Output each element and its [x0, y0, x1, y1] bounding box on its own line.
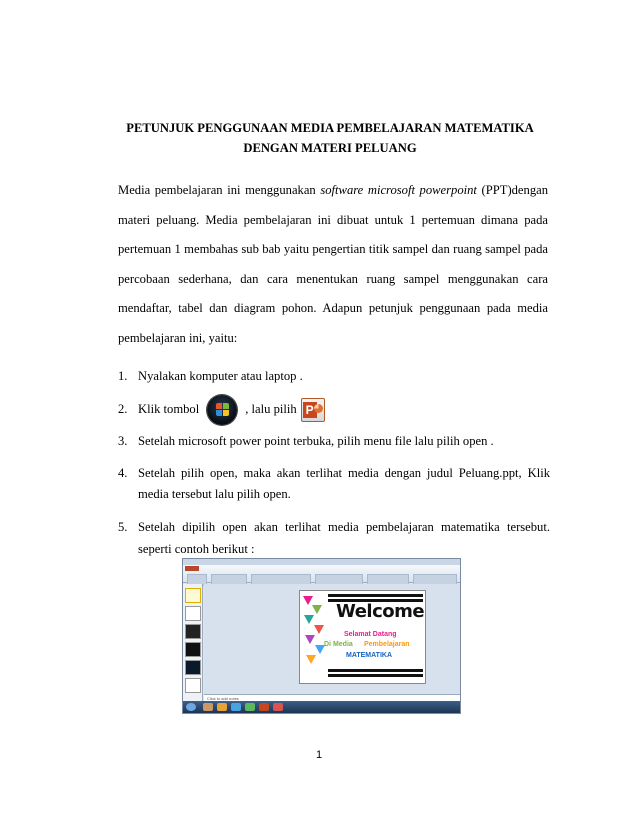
- intro-line-4: percobaan sederhana, dan cara menentukan ruang sampel menggunakan cara: [118, 271, 548, 286]
- powerpoint-screenshot: [182, 558, 461, 714]
- page-number: 1: [315, 749, 323, 761]
- step-text: Setelah microsoft power point terbuka, pilih menu file lalu pilih open .: [138, 434, 494, 448]
- powerpoint-icon: P: [301, 398, 325, 422]
- step-text-line-2: media tersebut lalu pilih open.: [138, 487, 291, 501]
- intro-line-3: pertemuan 1 membahas sub bab yaitu pengertian titik sampel dan ruang sampel pada: [118, 242, 548, 257]
- slide-thumbnail: [185, 660, 201, 675]
- slide-thumbnail: [185, 642, 201, 657]
- taskbar-app-icon: [231, 703, 241, 711]
- slide-canvas: [204, 584, 460, 694]
- intro-line-2: materi peluang. Media pembelajaran ini dibuat untuk 1 pertemuan dimana pada: [118, 212, 548, 227]
- slide-text-2b: Pembelajaran: [364, 641, 410, 648]
- title-line-1: PETUNJUK PENGGUNAAN MEDIA PEMBELAJARAN MATEMATIKA: [126, 121, 534, 135]
- slide-text-2a: Di Media: [324, 641, 353, 648]
- intro-line-1: [118, 176, 548, 206]
- title-line-2: DENGAN MATERI PELUANG: [243, 141, 417, 155]
- step-number: 3.: [118, 434, 128, 448]
- taskbar-app-icon: [273, 703, 283, 711]
- slide-thumbnail: [185, 588, 201, 603]
- step-text: Nyalakan komputer atau laptop .: [138, 369, 303, 383]
- step-text-part: , lalu pilih: [245, 402, 297, 416]
- taskbar-app-icon: [217, 703, 227, 711]
- slide-thumbnail: [185, 624, 201, 639]
- ribbon: [183, 565, 460, 583]
- intro-text: Media pembelajaran ini menggunakan: [118, 183, 316, 197]
- step-text-line-1: Setelah dipilih open akan terlihat media pembelajaran matematika tersebut.: [138, 520, 550, 534]
- welcome-slide: [299, 590, 426, 684]
- step-number: 5.: [118, 520, 128, 534]
- slide-title: Welcome: [336, 601, 425, 622]
- step-number: 2.: [118, 402, 128, 416]
- windows-start-orb-icon: [207, 395, 237, 425]
- intro-italic-software: software microsoft powerpoint: [320, 183, 477, 197]
- step-number: 1.: [118, 369, 128, 383]
- slide-text-1: Selamat Datang: [344, 631, 397, 638]
- slide-thumbnail: [185, 678, 201, 693]
- taskbar-app-icon: [203, 703, 213, 711]
- slide-text-3: MATEMATIKA: [346, 652, 393, 659]
- start-orb-icon: [186, 703, 196, 711]
- file-tab: [185, 566, 199, 571]
- taskbar-app-icon: [259, 703, 269, 711]
- step-text-part: Klik tombol: [138, 402, 200, 416]
- intro-line-6: pembelajaran ini, yaitu:: [118, 330, 238, 345]
- intro-line-5: mendaftar, tabel dan diagram pohon. Adapun petunjuk penggunaan pada media: [118, 301, 548, 316]
- step-text-line-1: Setelah pilih open, maka akan terlihat media dengan judul Peluang.ppt, Klik: [138, 466, 550, 480]
- step-text-line-2: seperti contoh berikut :: [138, 542, 255, 556]
- slide-thumbnails: [183, 584, 203, 702]
- slide-thumbnail: [185, 606, 201, 621]
- taskbar-app-icon: [245, 703, 255, 711]
- step-text: [138, 402, 550, 417]
- step-number: 4.: [118, 466, 128, 480]
- intro-paragraph: [118, 176, 548, 354]
- taskbar: [183, 701, 460, 713]
- intro-text: (PPT)dengan: [481, 183, 549, 197]
- notes-pane: Click to add notes: [204, 694, 460, 702]
